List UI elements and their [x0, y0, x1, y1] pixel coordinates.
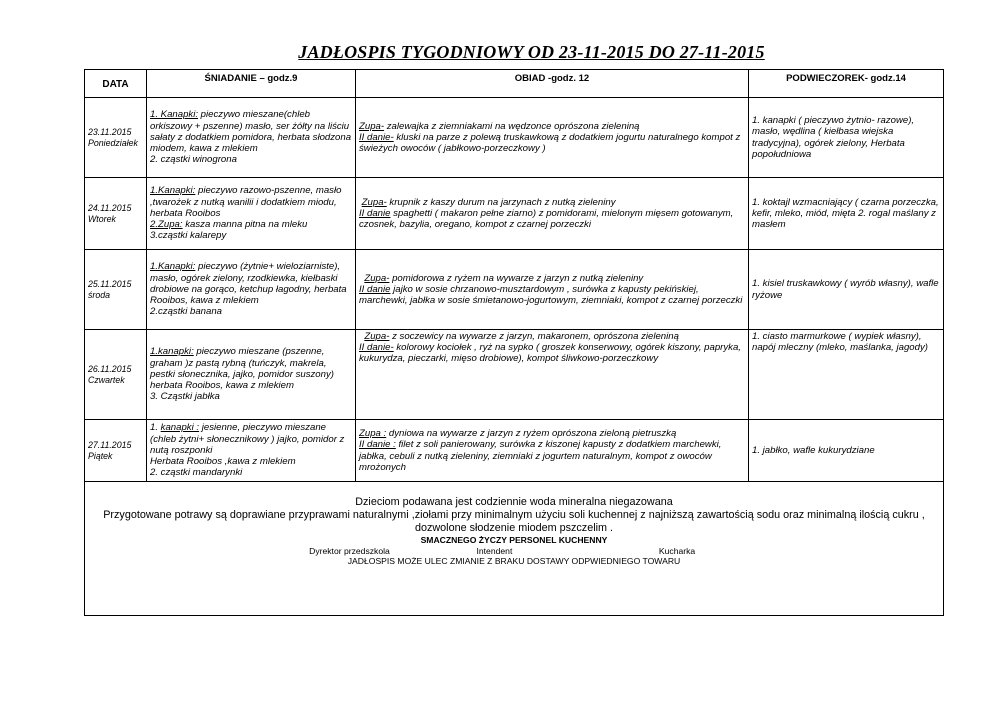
soup-label: Zupa-	[364, 272, 390, 284]
breakfast-text: pieczywo (żytnie+ wieloziarniste), masło, ogórek zielony, rzodkiewka, kiełbaski drobiowe na gorąco, ketchup łagodny, herbata Rooibos, kawa z mlekiem	[150, 261, 347, 307]
header-row	[85, 70, 944, 98]
breakfast-label-2: 2.Zupa:	[150, 219, 183, 231]
main-text: filet z soli panierowany, surówka z kiszonej kapusty z dodatkiem marchewki, jabłka, cebuli z nutką zieleniny, ziemniaki z jogurtem naturalnym, kompot z owoców mrożonych	[359, 439, 722, 473]
weekday: Wtorek	[88, 213, 116, 224]
footer-water-note: Dzieciom podawana jest codziennie woda mineralna niegazowana	[355, 496, 673, 508]
breakfast-text: pieczywo razowo-pszenne, masło ,twarożek z nutką wanilii i dodatkiem miodu, herbata Rooibos	[150, 185, 342, 219]
snack-cell: 1. kisiel truskawkowy ( wyrób własny), wafle ryżowe	[749, 250, 944, 330]
footer-row	[85, 482, 944, 616]
breakfast-cell	[147, 178, 356, 250]
breakfast-label: 1.kanapki:	[150, 346, 194, 358]
soup-text: dyniowa na wywarze z jarzyn z ryżem oprószona zieloną pietruszką	[386, 428, 677, 440]
breakfast-extra: 3.cząstki kalarepy	[150, 230, 227, 242]
main-text: jajko w sosie chrzanowo-musztardowym , surówka z kapusty pekińskiej, marchewki, jabłka w sosie śmietanowo-jogurtowym, ziemniaki, kompot z czarnej porzeczki	[359, 283, 743, 307]
signature-director: Dyrektor przedszkola	[309, 545, 390, 556]
main-text: kluski na parze z polewą truskawkową z dodatkiem jogurtu naturalnego kompot z świeżych owoców ( jabłkowo-porzeczkowy )	[359, 131, 741, 155]
main-text: spaghetti ( makaron pełne ziarno) z pomidorami, mielonym mięsem gotowanym, czosnek, bazylia, oregano, kompot z czarnej porzeczki	[359, 207, 734, 231]
table-row	[85, 330, 944, 420]
soup-label: Zupa-	[364, 331, 390, 342]
table-row	[85, 98, 944, 178]
soup-label: Zupa-	[359, 120, 385, 132]
breakfast-prefix: 1.	[150, 422, 161, 434]
weekday: Poniedziałek	[88, 137, 138, 148]
soup-text: zalewajka z ziemniakami na wędzonce oprószona zieleniną	[384, 120, 640, 132]
breakfast-text-2: kasza manna pitna na mleku	[182, 219, 308, 231]
header-date: DATA	[85, 70, 147, 98]
footer-seasoning-note: Przygotowane potrawy są doprawiane przyprawami naturalnymi ,ziołami przy minimalnym użyciu soli kuchennej z najniższą zawartością sodu oraz minimalną ilością cukru , dozwolone słodzenie miodem pszczelim .	[103, 509, 925, 534]
footer-signatures	[88, 546, 940, 557]
weekday: środa	[88, 289, 111, 300]
lunch-cell	[356, 178, 749, 250]
breakfast-extra: 2. cząstki winogrona	[150, 154, 237, 166]
date-cell	[85, 250, 147, 330]
lunch-cell	[356, 330, 749, 420]
breakfast-cell	[147, 420, 356, 482]
breakfast-cell	[147, 98, 356, 178]
soup-text: z soczewicy na wywarze z jarzyn, makaronem, oprószona zieleniną	[389, 331, 679, 342]
date-cell	[85, 98, 147, 178]
header-lunch: OBIAD -godz. 12	[356, 70, 749, 98]
breakfast-text-2: Herbata Rooibos ,kawa z mlekiem	[150, 456, 296, 468]
date: 24.11.2015	[88, 203, 132, 213]
footer-greeting: SMACZNEGO ŻYCZY PERSONEL KUCHENNY	[420, 535, 608, 545]
breakfast-text: jesienne, pieczywo mieszane (chleb żytni+ słonecznikowy ) jajko, pomidor z nutą roszponki	[150, 422, 345, 456]
date: 27.11.2015	[88, 440, 132, 450]
breakfast-extra: 3. Cząstki jabłka	[150, 391, 220, 403]
breakfast-cell	[147, 330, 356, 420]
soup-text: krupnik z kaszy durum na jarzynach z nutką zieleniny	[386, 196, 616, 208]
breakfast-text: pieczywo mieszane(chleb orkiszowy + pszenne) masło, ser żółty na liściu sałaty z dodatkiem pomidora, herbata słodzona miodem, kawa z mlekiem	[150, 109, 352, 155]
main-label: II danie	[359, 207, 391, 219]
header-snack: PODWIECZOREK- godz.14	[749, 70, 944, 98]
table-row	[85, 178, 944, 250]
date-cell	[85, 178, 147, 250]
breakfast-label: 1.Kanapki:	[150, 261, 196, 273]
table-row	[85, 420, 944, 482]
breakfast-cell	[147, 250, 356, 330]
breakfast-text-2: herbata Rooibos, kawa z mlekiem	[150, 380, 294, 392]
snack-cell: 1. ciasto marmurkowe ( wypiek własny), napój mleczny (mleko, maślanka, jagody)	[749, 330, 944, 420]
lunch-cell	[356, 98, 749, 178]
soup-label: Zupa :	[359, 428, 387, 440]
lunch-cell	[356, 420, 749, 482]
table-row	[85, 250, 944, 330]
main-label: II danie-	[359, 131, 394, 143]
date: 26.11.2015	[88, 364, 132, 374]
menu-table	[84, 69, 944, 616]
signature-steward: Intendent	[476, 545, 513, 556]
footer-cell	[85, 482, 944, 616]
page-title: JADŁOSPIS TYGODNIOWY OD 23-11-2015 DO 27-11-2015	[298, 42, 765, 62]
lunch-cell	[356, 250, 749, 330]
breakfast-text: pieczywo mieszane (pszenne, graham )z pastą rybną (tuńczyk, makrela, pestki słonecznika, jajko, pomidor suszony)	[150, 346, 334, 380]
date: 23.11.2015	[88, 127, 132, 137]
breakfast-extra: 2.cząstki banana	[150, 306, 222, 318]
main-label: II danie-	[359, 342, 394, 354]
main-label: II danie	[359, 283, 391, 295]
weekday: Piątek	[88, 450, 113, 461]
header-breakfast: ŚNIADANIE – godz.9	[147, 70, 356, 98]
breakfast-label: kanapki :	[160, 422, 200, 434]
main-text: kolorowy kociołek , ryż na sypko ( groszek konserwowy, ogórek kiszony, papryka, kukurydza, pieczarki, mięso drobiowe), kompot śliwkowo-porzeczkowy	[359, 342, 741, 365]
main-label: II danie :	[359, 439, 396, 451]
snack-cell: 1. koktajl wzmacniający ( czarna porzeczka, kefir, mleko, miód, mięta 2. rogal maślany z masłem	[749, 178, 944, 250]
soup-text: pomidorowa z ryżem na wywarze z jarzyn z nutką zieleniny	[389, 272, 644, 284]
breakfast-label: 1. Kanapki:	[150, 109, 199, 121]
footer-change-notice: JADŁOSPIS MOŻE ULEC ZMIANIE Z BRAKU DOSTAWY ODPWIEDNIEGO TOWARU	[347, 556, 681, 566]
breakfast-label: 1.Kanapki:	[150, 185, 196, 197]
date-cell	[85, 420, 147, 482]
signature-cook: Kucharka	[658, 545, 696, 556]
breakfast-extra: 2. cząstki mandarynki	[150, 467, 243, 479]
date: 25.11.2015	[88, 279, 132, 289]
snack-cell: 1. kanapki ( pieczywo żytnio- razowe), masło, wędlina ( kiełbasa wiejska tradycyjna), ogórek zielony, Herbata popołudniowa	[749, 98, 944, 178]
soup-label: Zupa-	[361, 196, 387, 208]
snack-cell: 1. jabłko, wafle kukurydziane	[749, 420, 944, 482]
weekday: Czwartek	[88, 374, 125, 385]
date-cell	[85, 330, 147, 420]
